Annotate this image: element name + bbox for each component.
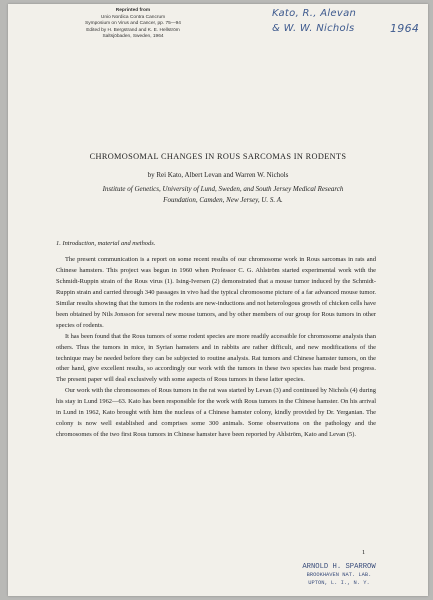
handwritten-annotation bbox=[272, 6, 422, 36]
handwritten-authors-line-1: Kato, R., Alevan bbox=[272, 8, 357, 19]
reprint-note bbox=[78, 8, 188, 41]
handwritten-year: 1964 bbox=[390, 22, 420, 35]
stamp-line-name: ARNOLD H. SPARROW bbox=[302, 563, 376, 571]
library-stamp bbox=[296, 562, 382, 587]
reprint-line: Saltsjöbaden, Sweden, 1964 bbox=[102, 34, 164, 40]
section-heading: 1. Introduction, material and methods. bbox=[56, 240, 156, 247]
paper-title: CHROMOSOMAL CHANGES IN ROUS SARCOMAS IN RODENTS bbox=[89, 152, 347, 161]
stamp-line-location: UPTON, L. I., N. Y. bbox=[308, 579, 370, 586]
reprint-line: Symposium on Virus and Cancer, pp. 75—94 bbox=[85, 21, 181, 27]
page-number: 1 bbox=[362, 549, 366, 556]
paper-authors: by Rei Kato, Albert Levan and Warren W. Nichols bbox=[147, 171, 289, 179]
body-paragraph-2: It has been found that the Rous tumors of some rodent species are more readily accessible for chromosome analysis than others. Thus the tumors in mice, in Syrian hamsters and in rabbits are rather difficult, and new modifications of the technique may be needed before they can be subjected to routine analysis. Rat tumors and Chinese hamster tumors, on the other hand, give excellent results, so accordingly our work with the tumors in these two species has made best progress. The present paper will deal exclusively with some aspects of Rous tumors in these latter species. bbox=[56, 332, 376, 384]
reprint-line: Reprinted from bbox=[115, 8, 151, 13]
paper-page bbox=[8, 4, 428, 596]
paper-institute: Institute of Genetics, University of Lund, Sweden, and South Jersey Medical Research Foundation, Camden, New Jersey, U. S. A. bbox=[102, 185, 344, 204]
paper-body bbox=[56, 239, 376, 441]
body-paragraph-1: The present communication is a report on some recent results of our chromosome work in Rous sarcomas in rats and Chinese hamsters. This project was begun in 1960 when Professor C. G. Ahlström started experimental work with the Schmidt-Ruppin strain of the Rous virus (1). Ising-Iversen (2) demonstrated that a mouse tumor induced by the Schmidt-Ruppin strain and carried through 340 passages in vivo had the typical chromosome picture of a far advanced mouse tumor. Similar results showing that the tumors in the rodents are new-inductions and not heterologous growth of chicken cells have been obtained by Nils Jonsson for several new mouse tumors, and by other members of our group for Rous tumors in other species of rodents. bbox=[56, 255, 376, 329]
handwritten-authors-line-2: & W. W. Nichols bbox=[272, 23, 355, 34]
body-paragraph-3: Our work with the chromosomes of Rous tumors in the rat was started by Levan (3) and continued by Nichols (4) during his stay in Lund 1962—63. Kato has been responsible for the work with Rous tumors in the Chinese hamster. On his arrival in Lund in 1962, Kato brought with him the nucleus of a Chinese hamster colony, kindly provided by Dr. Yerganian. The colony is now well established and comprises some 300 animals. Some observations on the pathology and the chromosomes of the two first Rous tumors in Chinese hamster have been reported by Ahlström, Kato and Levan (5). bbox=[56, 387, 376, 439]
reprint-line: Unio Nordica Contra Cancrum bbox=[100, 14, 166, 20]
reprint-line: Edited by H. Bergstrand and K. E. Hellström bbox=[86, 27, 180, 33]
stamp-line-lab: BROOKHAVEN NAT. LAB. bbox=[306, 572, 372, 578]
